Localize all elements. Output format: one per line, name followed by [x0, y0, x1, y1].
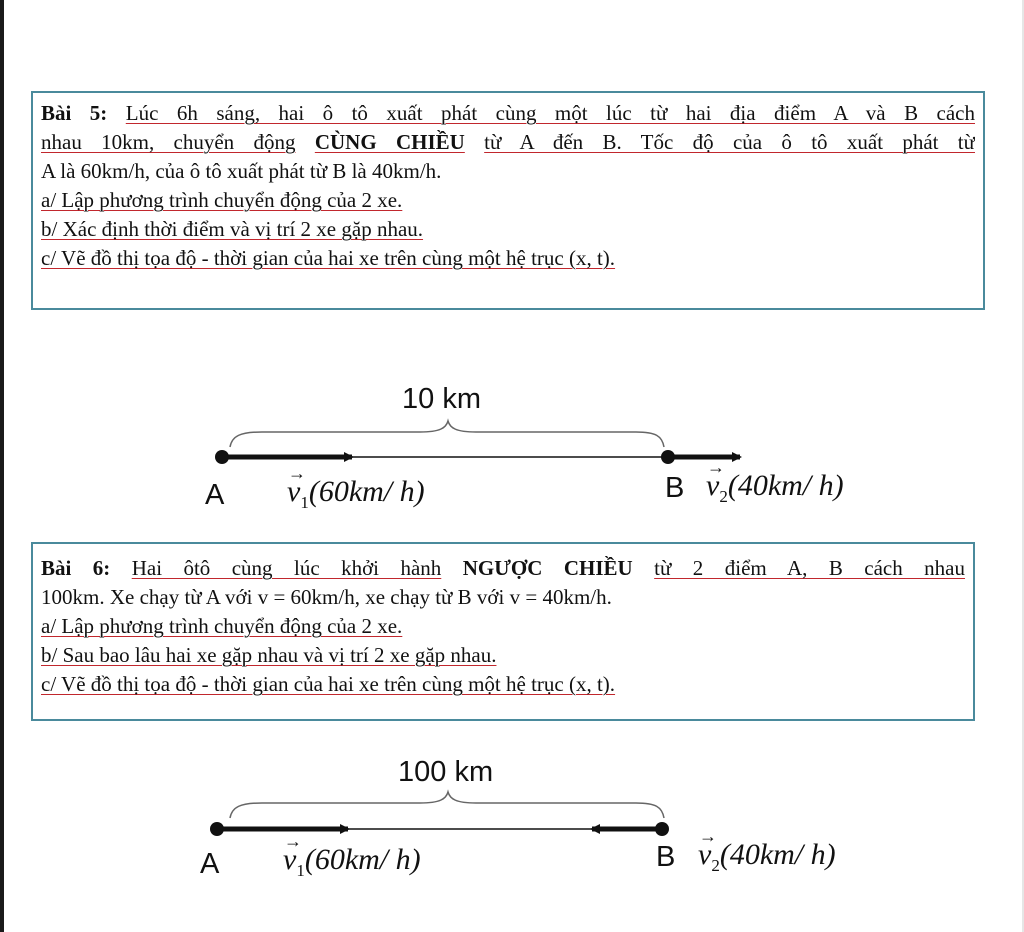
v2-value-6: (40km/ h)	[719, 838, 836, 871]
point-b-label-5: B	[665, 472, 685, 504]
distance-brace-6	[230, 792, 664, 818]
v2-symbol-6: v	[698, 838, 712, 871]
point-a-dot-5	[215, 450, 229, 464]
v1-value-6: (60km/ h)	[304, 843, 421, 876]
problem-6-question-c: c/ Vẽ đồ thị tọa độ - thời gian của hai xe trên cùng một hệ trục (x, t).	[41, 672, 616, 696]
problem-6-box	[31, 542, 975, 721]
problem-6-question-a: a/ Lập phương trình chuyển động của 2 xe.	[41, 614, 403, 638]
point-b-dot-6	[655, 822, 669, 836]
problem-5-text-2c: từ A đến B. Tốc độ của ô tô xuất phát từ	[484, 130, 975, 154]
problem-6-line-2: 100km. Xe chạy từ A với v = 60km/h, xe chạy từ B với v = 40km/h.	[41, 585, 612, 609]
v2-subscript-6: 2	[711, 856, 720, 875]
velocity-v2-label-6: → $v_2(40km/$ h)	[698, 826, 836, 875]
problem-5-label: Bài 5:	[41, 101, 108, 125]
v1-symbol-6: v	[283, 843, 297, 876]
point-a-dot-6	[210, 822, 224, 836]
problem-5-direction: CÙNG CHIỀU	[314, 130, 465, 154]
velocity-v1-label-6: → $v_1(60km/$ h)	[283, 831, 421, 880]
problem-5-question-b: b/ Xác định thời điểm và vị trí 2 xe gặp nhau.	[41, 217, 424, 241]
problem-5-line-3: A là 60km/h, của ô tô xuất phát từ B là 40km/h.	[41, 159, 442, 183]
problem-5-question-a: a/ Lập phương trình chuyển động của 2 xe.	[41, 188, 403, 212]
v2-subscript-5: 2	[719, 487, 728, 506]
v1-value-5: (60km/ h)	[308, 475, 425, 508]
problem-6-text-1c: từ 2 điểm A, B cách nhau	[654, 556, 965, 580]
distance-brace-5	[230, 421, 664, 447]
point-b-dot-5	[661, 450, 675, 464]
problem-6-direction: NGƯỢC CHIỀU	[462, 556, 633, 580]
problem-6-line-1	[41, 554, 965, 583]
v1-subscript-5: 1	[300, 493, 309, 512]
problem-5-text-2a: nhau 10km, chuyển động	[41, 130, 296, 154]
v1-symbol-5: v	[287, 475, 301, 508]
problem-5-text-1: Lúc 6h sáng, hai ô tô xuất phát cùng một lúc từ hai địa điểm A và B cách	[125, 101, 975, 125]
problem-6-label: Bài 6:	[41, 556, 111, 580]
v2-value-5: (40km/ h)	[727, 469, 844, 502]
problem-6-question-b: b/ Sau bao lâu hai xe gặp nhau và vị trí 2 xe gặp nhau.	[41, 643, 497, 667]
distance-label-6: 100 km	[398, 756, 494, 788]
problem-5-question-c: c/ Vẽ đồ thị tọa độ - thời gian của hai xe trên cùng một hệ trục (x, t).	[41, 246, 616, 270]
velocity-v2-label-5: → $v_2(40km/$ h)	[706, 457, 844, 506]
point-a-label-5: A	[205, 479, 225, 511]
v2-symbol-5: v	[706, 469, 720, 502]
problem-6-text-1a: Hai ôtô cùng lúc khởi hành	[131, 556, 442, 580]
v1-subscript-6: 1	[296, 861, 305, 880]
distance-label-5: 10 km	[402, 383, 481, 415]
point-b-label-6: B	[656, 841, 676, 873]
point-a-label-6: A	[200, 848, 220, 880]
velocity-v1-label-5: → $v_1(60km/$ h)	[287, 463, 425, 512]
